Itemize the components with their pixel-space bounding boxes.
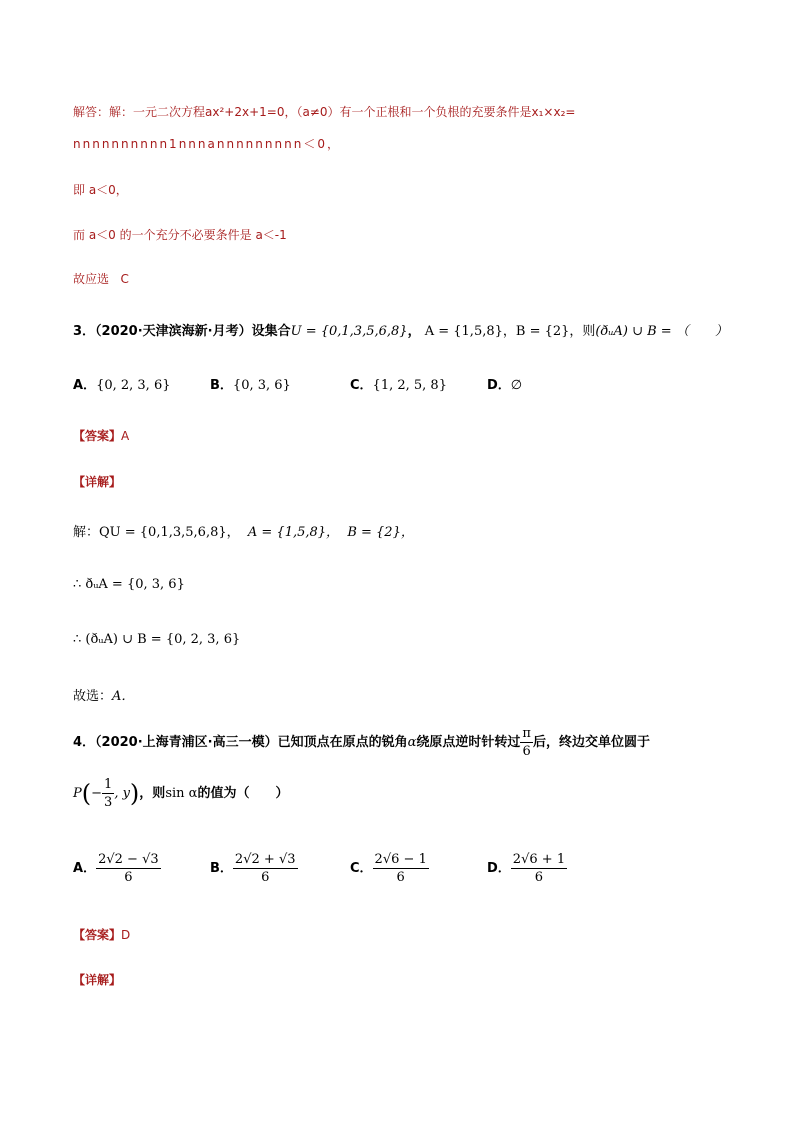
solution-equation: ax²+2x+1=0，（a≠0） — [205, 105, 340, 119]
answer-value: D — [121, 928, 131, 942]
coordinate-y: , y — [114, 786, 130, 801]
question-3-solution-line-4 — [73, 685, 134, 704]
solution-line-1 — [73, 103, 575, 120]
option-d-label: D． — [487, 378, 511, 393]
numerator-term-2: 1 — [418, 852, 427, 867]
answer-value: A — [121, 429, 130, 443]
numerator-operator: − — [127, 852, 138, 867]
solution-line-4 — [73, 226, 287, 243]
option-c — [350, 374, 487, 393]
pi-over-6-fraction — [520, 726, 533, 759]
numerator-term-2: √3 — [278, 852, 296, 867]
solution-line-3: 即 a＜0， — [73, 183, 128, 197]
numerator-operator: − — [403, 852, 415, 867]
option-a — [73, 374, 210, 393]
solution-universal-set: QU = {0,1,3,5,6,8}， — [99, 525, 240, 540]
option-d-value: ∅ — [510, 378, 523, 393]
question-3-options — [73, 374, 522, 393]
option-d — [487, 374, 522, 393]
solution-choice: C — [120, 272, 129, 286]
denominator: 6 — [396, 870, 405, 885]
solution-sufficient-text: 而 a＜0 的一个充分不必要条件是 — [73, 228, 252, 242]
question-4-stem-line-2: P(− $\frac{1}{3}$ , y)，则sin α的值为（ ） — [73, 777, 289, 810]
conclusion-value: A． — [112, 689, 135, 704]
numerator-term-2: √3 — [142, 852, 159, 867]
question-3-answer — [73, 427, 129, 444]
solution-prefix: 解答：解：一元二次方程 — [73, 105, 206, 119]
solution-product: x₁×x₂= — [531, 105, 576, 119]
numerator-term-2: 1 — [556, 852, 566, 867]
solution-less-zero: ＜0， — [303, 137, 341, 151]
fraction-numerator: π — [522, 726, 531, 741]
solution-sufficient-value: a＜-1 — [255, 228, 287, 242]
fraction-denominator: 3 — [104, 795, 113, 810]
answer-tag: 【答案】 — [73, 928, 122, 942]
solution-choose-label: 故应选 — [73, 272, 110, 286]
q4-option-b — [210, 852, 350, 885]
answer-tag: 【答案】 — [73, 429, 122, 443]
denominator: 6 — [124, 870, 133, 885]
solution-garbled-text: nnnnnnnnnn1nnnannnnnnnnn — [73, 137, 304, 151]
denominator: 6 — [261, 870, 270, 885]
question-4-options — [73, 852, 567, 885]
question-3-source: 3．（2020·天津滨海新·月考）设集合 — [73, 324, 291, 339]
question-4-rotation-text: 绕原点逆时针转过 — [416, 735, 521, 750]
q4-option-b-label: B． — [210, 861, 233, 876]
option-b-value: {0, 3, 6} — [232, 378, 291, 393]
q4-option-a-label: A． — [73, 861, 97, 876]
q4-option-d-label: D． — [487, 861, 511, 876]
solution-label: 解： — [73, 525, 100, 540]
minus-sign: − — [91, 786, 103, 801]
q4-option-b-fraction — [233, 852, 298, 885]
question-3-expression: (ðᵤA) ∪ B = （ ） — [595, 324, 728, 339]
q4-option-a — [73, 852, 210, 885]
question-3-set-u: U = {0,1,3,5,6,8} — [290, 324, 408, 339]
option-c-value: {1, 2, 5, 8} — [372, 378, 447, 393]
option-c-label: C． — [350, 378, 373, 393]
solution-set-b: B = {2}， — [347, 525, 414, 540]
question-4-source: 4．（2020·上海青浦区·高三一模）已知顶点在原点的锐角 — [73, 735, 408, 750]
fraction-numerator: 1 — [104, 777, 113, 792]
numerator-term-1: 2√2 — [234, 852, 260, 867]
question-3-solution-line-3: ∴ (ðᵤA) ∪ B = {0, 2, 3, 6} — [73, 632, 241, 647]
question-3-solution-line-2: ∴ ðᵤA = {0, 3, 6} — [73, 577, 185, 592]
q4-option-c — [350, 852, 487, 885]
q4-option-d-fraction — [511, 852, 567, 885]
question-3-set-a: A = {1,5,8}，B = {2}，则 — [424, 324, 596, 339]
solution-condition: 有一个正根和一个负根的充要条件是 — [339, 105, 532, 119]
question-4-answer — [73, 926, 130, 943]
option-b — [210, 374, 350, 393]
question-4-stem-line-1 — [73, 726, 650, 759]
numerator-term-1: 2√6 — [374, 852, 400, 867]
alpha-symbol: α — [407, 735, 417, 750]
question-3-comma: ， — [407, 324, 421, 339]
numerator-term-1: 2√6 — [512, 852, 538, 867]
one-third-fraction — [102, 777, 114, 810]
denominator: 6 — [534, 870, 544, 885]
solution-line-2 — [73, 135, 341, 152]
numerator-operator: + — [541, 852, 553, 867]
then-text: ，则 — [139, 786, 166, 801]
question-4-detail-tag: 【详解】 — [73, 973, 122, 987]
solution-set-a: A = {1,5,8}， — [247, 525, 340, 540]
question-4-unit-circle-text: 后，终边交单位圆于 — [532, 735, 650, 750]
question-3-solution-line-1 — [73, 521, 414, 540]
q4-option-d — [487, 852, 567, 885]
option-a-value: {0, 2, 3, 6} — [96, 378, 171, 393]
q4-option-a-fraction — [96, 852, 161, 885]
solution-line-5 — [73, 270, 129, 287]
q4-option-c-label: C． — [350, 861, 373, 876]
question-4-ask: 的值为（ ） — [197, 786, 289, 801]
numerator-operator: + — [263, 852, 275, 867]
numerator-term-1: 2√2 — [98, 852, 123, 867]
question-3-stem — [73, 320, 728, 339]
conclusion-label: 故选： — [73, 689, 113, 704]
option-b-label: B． — [210, 378, 233, 393]
point-p: P — [73, 786, 82, 801]
q4-option-c-fraction — [373, 852, 429, 885]
option-a-label: A． — [73, 378, 97, 393]
question-3-detail-tag: 【详解】 — [73, 475, 122, 489]
sin-alpha: sin α — [165, 786, 198, 801]
fraction-denominator: 6 — [522, 744, 531, 759]
